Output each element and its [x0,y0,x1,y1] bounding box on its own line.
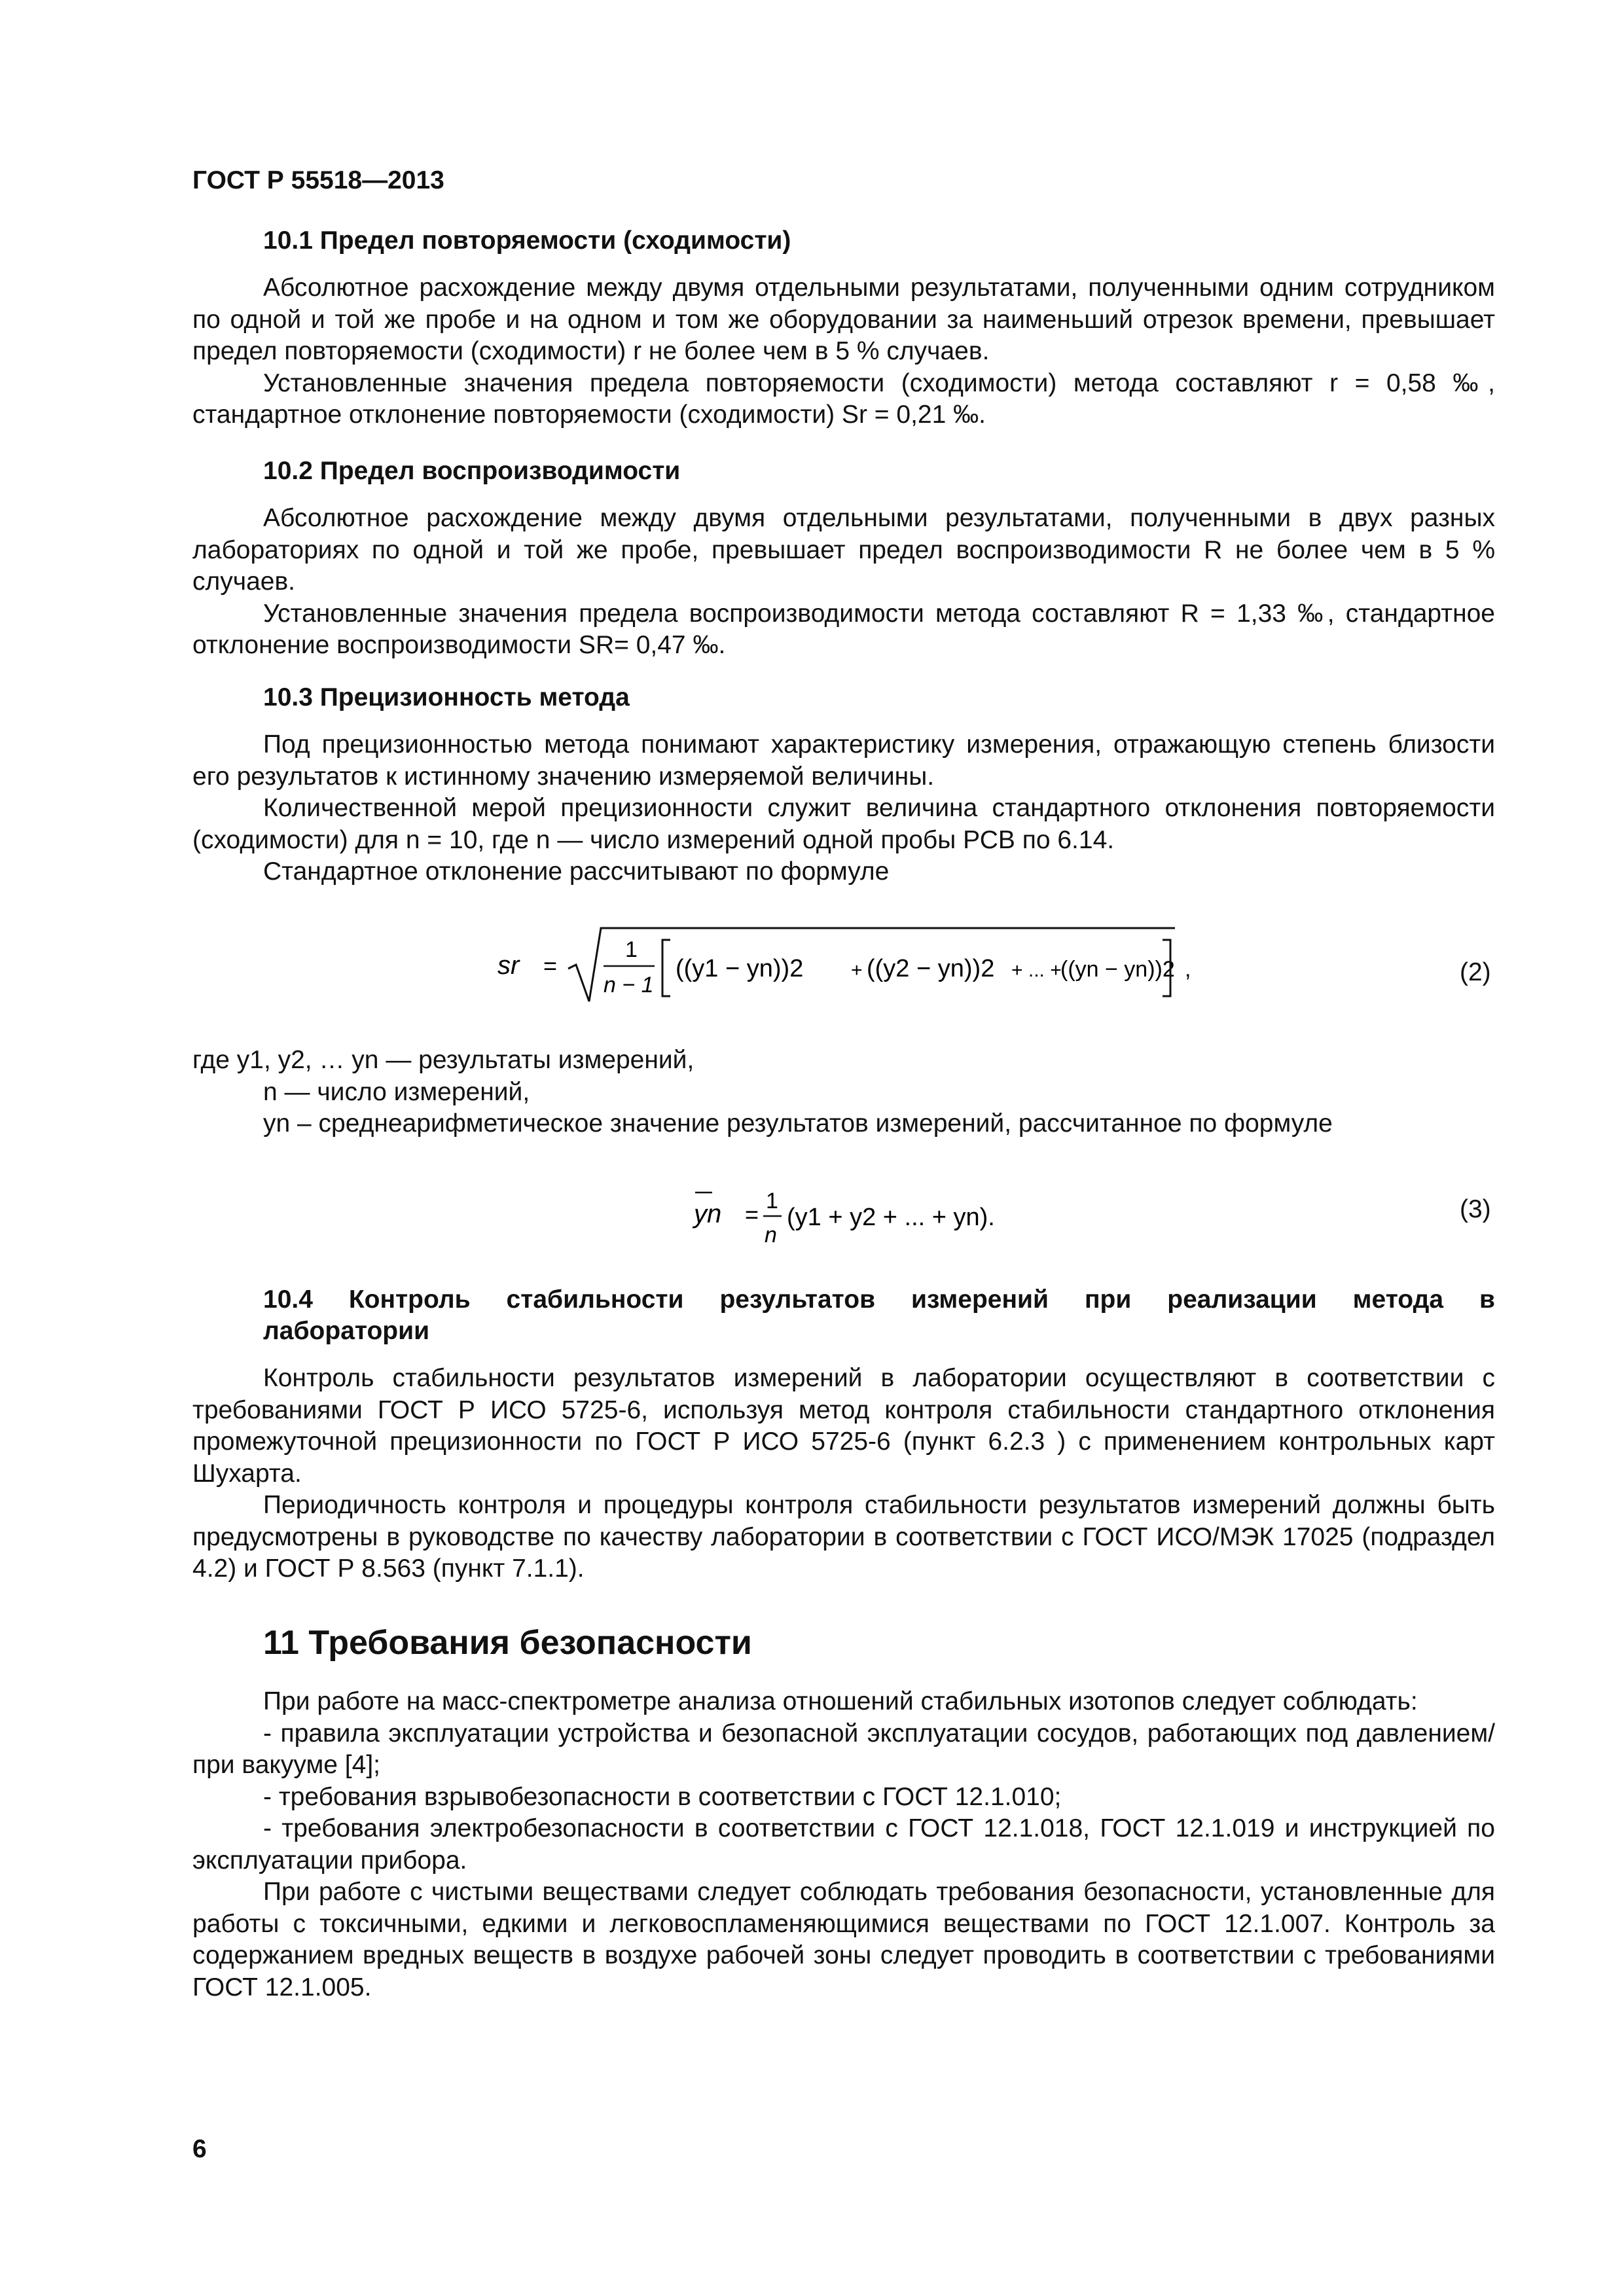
section-11-list-item-2: - требования взрывобезопасности в соответствии с ГОСТ 12.1.010; [263,1782,1062,1811]
legend-line-1: где y1, y2, … yn — результаты измерений, [192,1046,695,1074]
section-11-list-item-1: - правила эксплуатации устройства и безопасной эксплуатации сосудов, работающих под давлением/при вакууме [4]; [192,1719,1495,1779]
section-10-1-body [192,272,1495,431]
section-10-4-title [263,1284,1495,1347]
section-11-paragraph-2: При работе с чистыми веществами следует соблюдать требования безопасности, установленные для работы с токсичными, едкими и легковоспламеняющимися веществами по ГОСТ 12.1.007. Контроль за содержанием вредных веществ в воздухе рабочей зоны следует проводить в соответствии с требованиями ГОСТ 12.1.005. [192,1878,1495,2001]
section-10-1-title: 10.1 Предел повторяемости (сходимости) [263,226,791,255]
formula-2-frac-num: 1 [625,937,638,962]
section-10-4-paragraph-1: Контроль стабильности результатов измерений в лаборатории осуществляют в соответствии с требованиями ГОСТ Р ИСО 5725-6, используя метод контроля стабильности стандартного отклонения промежуточной прецизионности по ГОСТ Р ИСО 5725-6 (пункт 6.2.3 ) с применением контрольных карт Шухарта. [192,1364,1495,1488]
formula-2 [484,916,1204,1014]
formula-3-frac-den: n [765,1223,777,1247]
formula-2-term-1: ((y1 − yn))2 [676,955,804,982]
formula-2-tail: , [1185,957,1191,982]
section-10-2-title: 10.2 Предел воспроизводимости [263,457,681,485]
formula-3-body: (y1 + y2 + ... + yn). [787,1204,995,1231]
formula-2-lhs: sr [497,951,520,980]
section-10-3-paragraph-3: Стандартное отклонение рассчитывают по формуле [263,857,890,886]
section-10-1-paragraph-2: Установленные значения предела повторяемости (сходимости) метода составляют r = 0,58 ‰, стандартное отклонение повторяемости (сходимости) Sr = 0,21 ‰. [192,368,1495,429]
formula-3-lhs: yn [694,1200,722,1229]
section-10-3-paragraph-1: Под прецизионностью метода понимают характеристику измерения, отражающую степень близости его результатов к истинному значению измеряемой величины. [192,730,1495,791]
formula-3-frac-num: 1 [766,1189,778,1213]
section-10-4-body [192,1363,1495,1585]
section-10-1-paragraph-1: Абсолютное расхождение между двумя отдельными результатами, полученными одним сотрудником по одной и той же пробе и на одном и том же оборудовании за наименьший отрезок времени, превышает предел повторяемости (сходимости) r не более чем в 5 % случаев. [192,274,1495,365]
formula-3-eq: = [745,1201,759,1228]
section-10-4-title-line-2: лаборатории [263,1317,430,1345]
section-10-4-paragraph-2: Периодичность контроля и процедуры контроля стабильности результатов измерений должны быть предусмотрены в руководстве по качеству лаборатории в соответствии с ГОСТ ИСО/МЭК 17025 (подраздел 4.2) и ГОСТ Р 8.563 (пункт 7.1.1). [192,1491,1495,1583]
formula-2-term-2: ((y2 − yn))2 [867,955,995,982]
page-number: 6 [192,2135,207,2163]
section-10-3-title: 10.3 Прецизионность метода [263,683,630,711]
section-11-body [192,1686,1495,2003]
section-10-2-paragraph-1: Абсолютное расхождение между двумя отдельными результатами, полученными в двух разных лабораториях по одной и той же пробе, превышает предел воспроизводимости R не более чем в 5 % случаев. [192,504,1495,596]
document-id-header: ГОСТ Р 55518—2013 [192,166,444,194]
formula-2-plus-1: + [851,960,863,981]
formula-2-term-3: ((yn − yn))2 [1060,957,1175,982]
formula-2-number: (2) [1460,958,1491,986]
formula-3-number: (3) [1460,1195,1491,1223]
legend-line-2: n — число измерений, [263,1077,530,1106]
section-10-2-body [192,503,1495,662]
section-10-2-paragraph-2: Установленные значения предела воспроизводимости метода составляют R = 1,33 ‰, стандартное отклонение воспроизводимости SR= 0,47 ‰. [192,599,1495,659]
formula-2-eq: = [543,952,558,979]
formula-2-dots: + ... + [1011,960,1062,981]
formula-2-legend [192,1045,1333,1140]
section-11-list-item-3: - требования электробезопасности в соответствии с ГОСТ 12.1.018, ГОСТ 12.1.019 и инструкцией по эксплуатации прибора. [192,1814,1495,1874]
section-11-paragraph-1: При работе на масс-спектрометре анализа отношений стабильных изотопов следует соблюдать: [263,1687,1418,1715]
section-10-4-title-line-1: 10.4 Контроль стабильности результатов измерений при реализации метода в [263,1285,1495,1314]
legend-line-3: yn – среднеарифметическое значение результатов измерений, рассчитанное по формуле [263,1109,1333,1138]
section-11-title: 11 Требования безопасности [263,1624,752,1662]
formula-3 [681,1178,1074,1257]
formula-2-frac-den: n − 1 [604,973,654,997]
section-10-3-body [192,729,1495,888]
section-10-3-paragraph-2: Количественной мерой прецизионности служит величина стандартного отклонения повторяемости (сходимости) для n = 10, где n — число измерений одной пробы РСВ по 6.14. [192,794,1495,854]
formula-2-left-bracket [662,940,670,996]
